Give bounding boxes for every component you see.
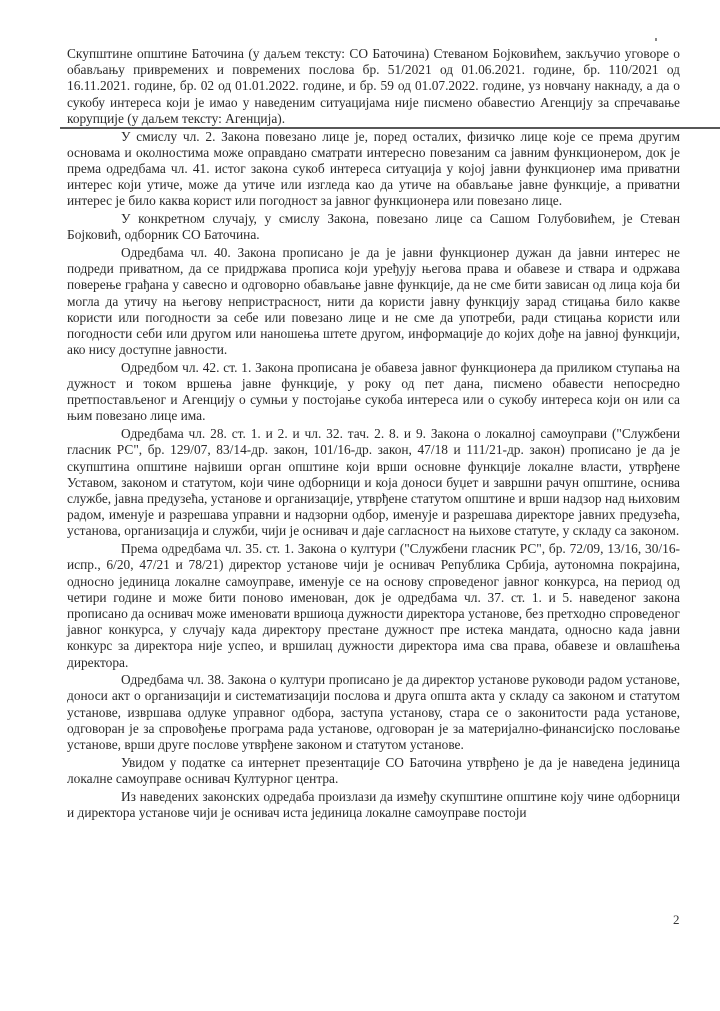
paragraph-10: Из наведених законских одредаба произлази да између скупштине општине коју чине одборници и директора установе чији је оснивач иста јединица локалне самоуправе постоји: [67, 788, 680, 820]
paragraph-2: У смислу чл. 2. Закона повезано лице је, поред осталих, физичко лице које се према другим основама и околностима може оправдано сматрати интересно повезаним са јавним функционером, док је према одредбама чл. 41. истог закона сукоб интереса ситуација у којој јавни функционер има приватни интерес који утиче, може да утиче или изгледа као да утиче на обављање јавне функције, а приватни интерес је било каква корист или погодност за јавног функционера или повезано лице.: [67, 128, 680, 209]
paragraph-7: Према одредбама чл. 35. ст. 1. Закона о култури ("Службени гласник РС", бр. 72/09, 13/16, 30/16-испр., 6/20, 47/21 и 78/21) директор установе чији је оснивач Република Србија, аутономна покрајина, односно јединица локалне самоуправе, именује се на основу спроведеног јавног конкурса, на период од четири године и може бити поново именован, док је одредбама чл. 37. ст. 1. и 5. наведеног закона прописано да оснивач може именовати вршиоца дужности директора установе, без претходно спроведеног јавног конкурса, у случају када директору престане дужност пре истека мандата, односно када јавни конкурс за директора није успео, и вршилац дужности директора има сва права, обавезе и овлашћења директора.: [67, 541, 680, 670]
paragraph-6: Одредбама чл. 28. ст. 1. и 2. и чл. 32. тач. 2. 8. и 9. Закона о локалној самоуправи ("Службени гласник РС", бр. 129/07, 83/14-др. закон, 101/16-др. закон, 47/18 и 111/21-др. закон) прописано је да је скупштина општине највиши орган општине који врши основне функције локалне власти, утврђене Уставом, законом и статутом, који чине одборници и која доноси буџет и завршни рачун општине, оснива службе, јавна предузећа, установе и организације, утврђене статутом општине и врши надзор над њиховим радом, именује и разрешава управни и надзорни одбор, именује и разрешава директоре јавних предузећа, установа, организација и служби, чији је оснивач и даје сагласност на њихове статуте, у складу са законом.: [67, 426, 680, 539]
scan-speck: [655, 38, 657, 41]
paragraph-4: Одредбама чл. 40. Закона прописано је да је јавни функционер дужан да јавни интерес не подреди приватном, да се придржава прописа који уређују његова права и обавезе и ствара и одржава поверење грађана у савесно и одговорно обављање јавне функције, да не сме бити зависан од лица која би могла да утичу на његову непристрасност, нити да користи јавну функцију зарад стицања било какве користи или погодности за себе или повезано лице и не сме да употреби, ради стицања користи или погодности себи или другом или наношења штете другом, информације до којих дође на јавној функцији, ако нису доступне јавности.: [67, 244, 680, 358]
paragraph-9: Увидом у податке са интернет презентације СО Баточина утврђено је да је наведена јединица локалне самоуправе оснивач Културног центра.: [67, 754, 680, 786]
document-page: [67, 46, 680, 823]
paragraph-3: У конкретном случају, у смислу Закона, повезано лице са Сашом Голубовићем, је Стеван Бојковић, одборник СО Баточина.: [67, 211, 680, 243]
paragraph-8: Одредбама чл. 38. Закона о култури прописано је да директор установе руководи радом установе, доноси акт о организацији и систематизацији послова и друга општа акта у складу са законом и статутом установе, извршава одлуке управног одбора, заступа установу, стара се о законитости рада установе, одговоран је за спровођење програма рада установе, одговоран је за материјално-финансијско пословање установе, врши друге послове утврђене законом и статутом установе.: [67, 672, 680, 753]
paragraph-1: Скупштине општине Баточина (у даљем тексту: СО Баточина) Стеваном Бојковићем, закључио уговоре о обављању привремених и повремених послова бр. 51/2021 од 01.06.2021. године, бр. 110/2021 од 16.11.2021. године, бр. 02 од 01.01.2022. године, и бр. 59 од 01.07.2022. године, уз новчану накнаду, а да о сукобу интереса који је имао у наведеним ситуацијама није писмено обавестио Агенцију за спречавање корупције (у даљем тексту: Агенција).: [67, 46, 680, 126]
scan-line-artifact: [60, 127, 720, 129]
page-number: 2: [673, 912, 680, 927]
paragraph-5: Одредбом чл. 42. ст. 1. Закона прописана је обавеза јавног функционера да приликом ступања на дужност и током вршења јавне функције, у року од пет дана, писмено обавести непосредно претпостављеног и Агенцију о сумњи у постојање сукоба интереса или о сукобу интереса који он или са њим повезано лице има.: [67, 359, 680, 424]
